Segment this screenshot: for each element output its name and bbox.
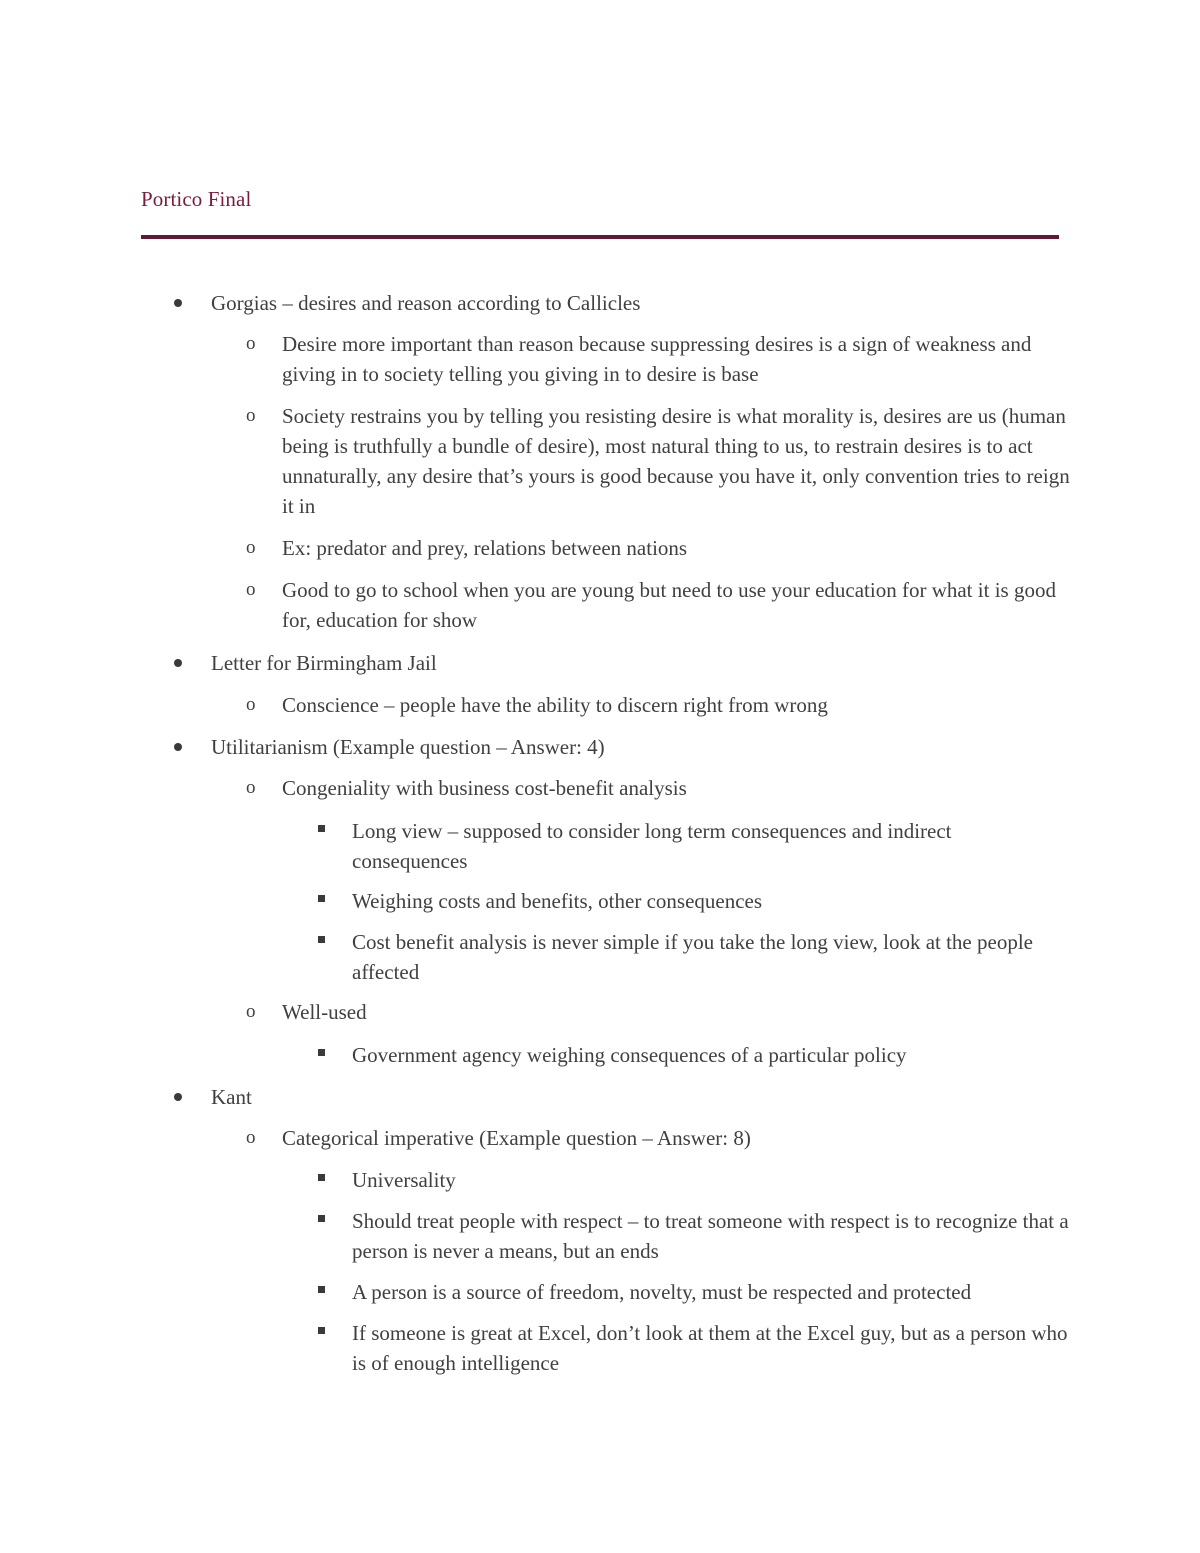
outline-subsubitem <box>352 816 1072 876</box>
bullet-circle-icon: o <box>246 405 256 426</box>
outline-item-birmingham <box>211 648 1071 678</box>
bullet-dot-icon <box>174 743 182 751</box>
bullet-circle-icon: o <box>246 1001 256 1022</box>
bullet-circle-icon: o <box>246 333 256 354</box>
outline-subsubitem-text: Cost benefit analysis is never simple if you take the long view, look at the people affected <box>352 930 1033 984</box>
bullet-circle-icon: o <box>246 777 256 798</box>
bullet-square-icon <box>318 825 325 832</box>
outline-subitem <box>246 690 1072 720</box>
outline-subsubitem-text: Should treat people with respect – to treat someone with respect is to recognize that a person is never a means, but an ends <box>352 1209 1069 1263</box>
outline-subitem <box>246 1123 1072 1153</box>
bullet-circle-icon: o <box>246 579 256 600</box>
outline-subsubitem-text: Universality <box>352 1168 456 1192</box>
outline-subitem <box>246 575 1072 635</box>
bullet-square-icon <box>318 936 325 943</box>
bullet-square-icon <box>318 1286 325 1293</box>
outline-subsubitem-text: If someone is great at Excel, don’t look at them at the Excel guy, but as a person who is of enough intelligence <box>352 1321 1068 1375</box>
bullet-circle-icon: o <box>246 694 256 715</box>
bullet-circle-icon: o <box>246 537 256 558</box>
outline-subitem-text: Society restrains you by telling you resisting desire is what morality is, desires are us (human being is truthfully a bundle of desire), most natural thing to us, to restrain desires is to act unnaturally, any desire that’s yours is good because you have it, only convention tries to reign it in <box>282 404 1070 518</box>
bullet-circle-icon: o <box>246 1127 256 1148</box>
bullet-dot-icon <box>174 1093 182 1101</box>
outline-subitem-text: Congeniality with business cost-benefit analysis <box>282 776 687 800</box>
outline-subitem <box>246 533 1072 563</box>
bullet-square-icon <box>318 895 325 902</box>
outline-subsubitem <box>352 1318 1072 1378</box>
bullet-square-icon <box>318 1215 325 1222</box>
outline-subitem <box>246 773 1072 803</box>
outline-subsubitem <box>352 886 1072 916</box>
outline-subitem-text: Desire more important than reason because suppressing desires is a sign of weakness and giving in to society telling you giving in to desire is base <box>282 332 1032 386</box>
outline-subitem-text: Good to go to school when you are young but need to use your education for what it is good for, education for show <box>282 578 1056 632</box>
outline-subitem-text: Categorical imperative (Example question – Answer: 8) <box>282 1126 751 1150</box>
outline-subitem <box>246 997 1072 1027</box>
title-underline-divider <box>141 235 1059 239</box>
outline-subitem <box>246 401 1072 521</box>
bullet-dot-icon <box>174 299 182 307</box>
outline-subsubitem <box>352 1165 1072 1195</box>
outline-subsubitem-text: A person is a source of freedom, novelty, must be respected and protected <box>352 1280 972 1304</box>
outline-subsubitem <box>352 1040 1072 1070</box>
outline-item-utilitarianism <box>211 732 1071 762</box>
outline-subsubitem-text: Weighing costs and benefits, other consequences <box>352 889 763 913</box>
outline-subsubitem-text: Government agency weighing consequences of a particular policy <box>352 1043 907 1067</box>
bullet-dot-icon <box>174 659 182 667</box>
document-title: Portico Final <box>141 187 252 211</box>
bullet-square-icon <box>318 1049 325 1056</box>
outline-subitem-text: Well-used <box>282 1000 367 1024</box>
outline-item-label: Letter for Birmingham Jail <box>211 651 437 675</box>
outline-item-label: Kant <box>211 1085 252 1109</box>
bullet-square-icon <box>318 1174 325 1181</box>
outline-item-kant <box>211 1082 1071 1112</box>
outline-item-label: Gorgias – desires and reason according to Callicles <box>211 291 641 315</box>
outline-subitem-text: Conscience – people have the ability to discern right from wrong <box>282 693 828 717</box>
outline-item-label: Utilitarianism (Example question – Answer: 4) <box>211 735 605 759</box>
outline-subsubitem <box>352 927 1072 987</box>
outline-item-gorgias <box>211 288 1071 318</box>
outline-subitem-text: Ex: predator and prey, relations between nations <box>282 536 688 560</box>
outline-subsubitem-text: Long view – supposed to consider long term consequences and indirect consequences <box>352 819 952 873</box>
bullet-square-icon <box>318 1327 325 1334</box>
outline-subsubitem <box>352 1206 1072 1266</box>
outline-subsubitem <box>352 1277 1072 1307</box>
outline-subitem <box>246 329 1072 389</box>
